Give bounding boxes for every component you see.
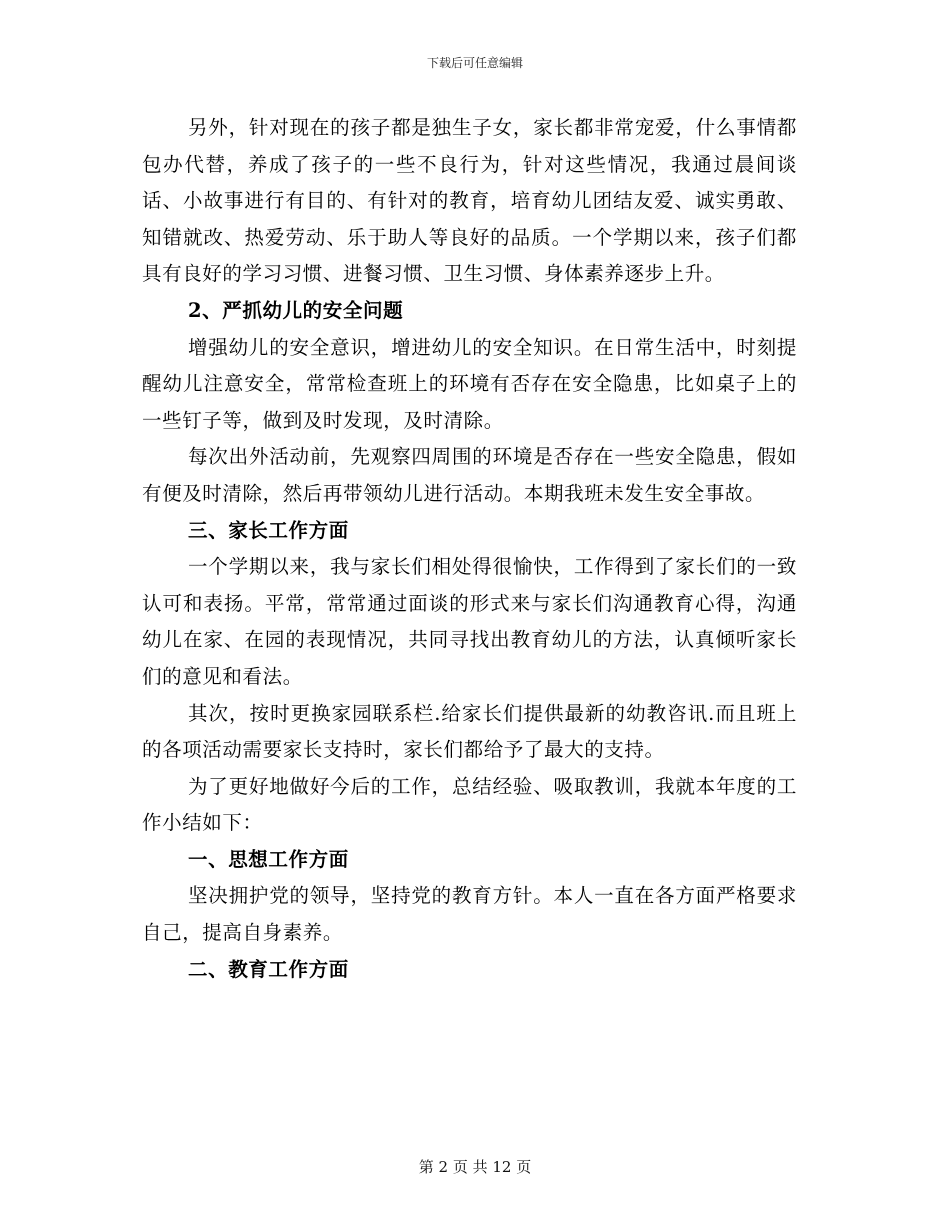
- paragraph: 为了更好地做好今后的工作，总结经验、吸取教训，我就本年度的工作小结如下：: [142, 774, 797, 835]
- section-heading: 一、思想工作方面: [188, 847, 349, 871]
- section-heading: 三、家长工作方面: [188, 518, 349, 542]
- paragraph: 一个学期以来，我与家长们相处得很愉快，工作得到了家长们的一致认可和表扬。平常，常常通过面谈的形式来与家长们沟通教育心得，沟通幼儿在家、在园的表现情况，共同寻找出教育幼儿的方法，认真倾听家长们的意见和看法。: [142, 555, 797, 688]
- paragraph: 坚决拥护党的领导，坚持党的教育方针。本人一直在各方面严格要求自己，提高自身素养。: [142, 884, 797, 945]
- document-body: [142, 110, 797, 988]
- paragraph: 另外，针对现在的孩子都是独生子女，家长都非常宠爱，什么事情都包办代替，养成了孩子的一些不良行为，针对这些情况，我通过晨间谈话、小故事进行有目的、有针对的教育，培育幼儿团结友爱、诚实勇敢、知错就改、热爱劳动、乐于助人等良好的品质。一个学期以来，孩子们都具有良好的学习习惯、进餐习惯、卫生习惯、身体素养逐步上升。: [142, 116, 797, 286]
- section-heading: 二、教育工作方面: [188, 957, 349, 981]
- page-header: 下载后可任意编辑: [426, 56, 523, 70]
- paragraph: 增强幼儿的安全意识，增进幼儿的安全知识。在日常生活中，时刻提醒幼儿注意安全，常常检查班上的环境有否存在安全隐患，比如桌子上的一些钉子等，做到及时发现，及时清除。: [142, 335, 797, 432]
- paragraph: 每次出外活动前，先观察四周围的环境是否存在一些安全隐患，假如有便及时清除，然后再带领幼儿进行活动。本期我班未发生安全事故。: [142, 445, 797, 505]
- paragraph: 其次，按时更换家园联系栏.给家长们提供最新的幼教咨讯.而且班上的各项活动需要家长支持时，家长们都给予了最大的支持。: [142, 701, 797, 762]
- page-footer: 第 2 页 共 12 页: [418, 1158, 532, 1176]
- section-heading: 2、严抓幼儿的安全问题: [188, 298, 404, 322]
